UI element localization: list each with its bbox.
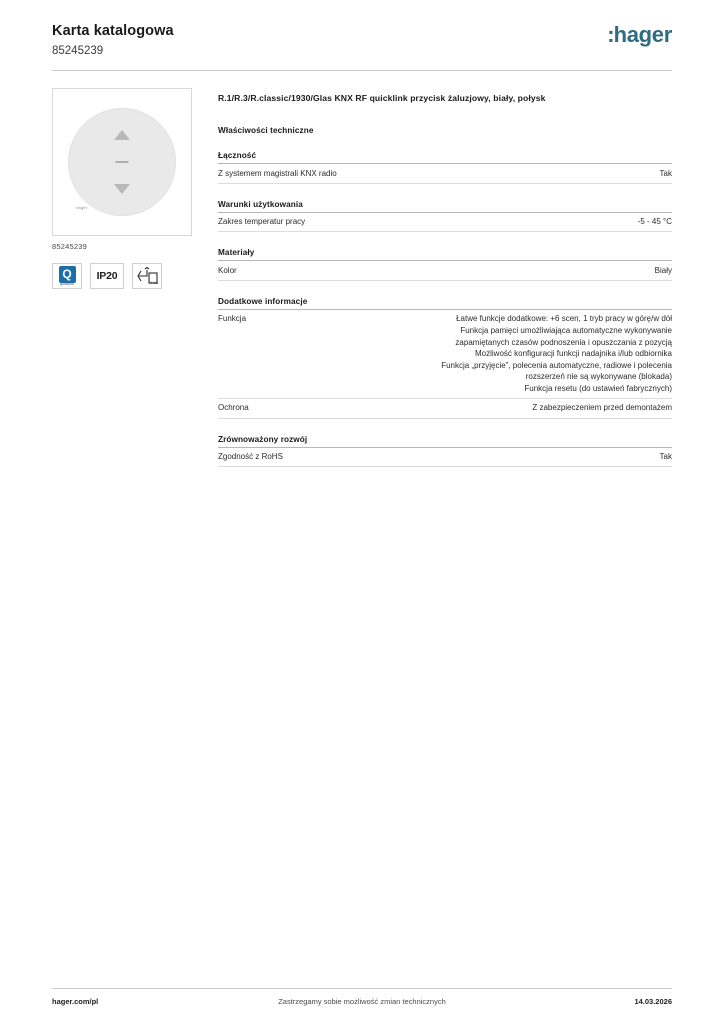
product-image	[52, 88, 192, 236]
header-divider	[52, 70, 672, 71]
spec-row	[218, 310, 672, 399]
quicklink-q-icon: Q	[59, 266, 76, 283]
spec-value-line: Możliwość konfiguracji funkcji nadajnika i/lub odbiornika	[475, 349, 672, 359]
quicklink-badge	[52, 263, 82, 289]
spec-label: Ochrona	[218, 403, 249, 413]
logo-colon: :	[607, 22, 614, 47]
spec-label: Kolor	[218, 265, 237, 275]
product-details-column	[218, 92, 672, 467]
spec-value	[319, 216, 672, 228]
arrow-down-icon	[114, 184, 130, 194]
spec-value-line: Funkcja resetu (do ustawień fabrycznych)	[524, 383, 672, 393]
footer-disclaimer: Zastrzegamy sobie możliwość zmian technicznych	[278, 997, 446, 1006]
ip-rating-badge	[90, 263, 124, 289]
spec-value-line: rozszerzeń nie są wykonywane (blokada)	[525, 372, 672, 382]
spec-row	[218, 213, 672, 233]
spec-group-title: Łączność	[218, 151, 672, 164]
spec-value-line: Tak	[659, 452, 672, 462]
spec-label: Zgodność z RoHS	[218, 452, 283, 462]
spec-value-line: Z zabezpieczeniem przed demontażem	[532, 403, 672, 413]
stop-bar-icon	[116, 161, 129, 163]
ip-rating-label: IP20	[96, 270, 118, 282]
quicklink-badge-sub: quicklink	[60, 282, 74, 286]
technical-properties-title: Właściwości techniczne	[218, 126, 314, 136]
spec-group	[218, 248, 672, 281]
spec-value	[351, 168, 672, 180]
product-image-caption: 85245239	[52, 242, 87, 251]
badge-row	[52, 263, 200, 289]
spec-group	[218, 151, 672, 184]
spec-value	[260, 313, 672, 394]
spec-label: Funkcja	[218, 314, 247, 324]
spec-row	[218, 448, 672, 468]
spec-row	[218, 164, 672, 184]
spec-group-title: Zrównoważony rozwój	[218, 435, 672, 448]
footer-divider	[52, 988, 672, 989]
document-reference: 85245239	[52, 44, 104, 57]
spec-value	[263, 402, 672, 414]
recycling-badge	[132, 263, 162, 289]
spec-value-line: Funkcja „przyjęcie”, polecenia automatyczne, radiowe i polecenia	[441, 360, 672, 370]
device-brand-label: hager	[76, 205, 88, 210]
device-illustration	[68, 108, 176, 216]
recycle-years-label: 2 lata	[150, 281, 158, 285]
page-title: Karta katalogowa	[52, 23, 174, 39]
spec-value	[297, 451, 672, 463]
footer-date: 14.03.2026	[634, 997, 672, 1006]
logo-text: hager	[613, 22, 672, 47]
spec-label: Zakres temperatur pracy	[218, 217, 306, 227]
header-titles	[52, 22, 174, 59]
hager-logo	[607, 24, 672, 46]
spec-value-line: Funkcja pamięci umożliwiająca automatyczne wykonywanie	[460, 325, 672, 335]
spec-group	[218, 200, 672, 233]
footer-website-link[interactable]: hager.com/pl	[52, 997, 99, 1006]
spec-row	[218, 399, 672, 419]
spec-group	[218, 297, 672, 419]
spec-group-title: Warunki użytkowania	[218, 200, 672, 213]
spec-value-line: zapamiętanych czasów podnoszenia i opuszczania z pozycją	[455, 337, 672, 347]
product-name: R.1/R.3/R.classic/1930/Glas KNX RF quicklink przycisk żaluzjowy, biały, połysk	[218, 93, 546, 103]
spec-group-title: Materiały	[218, 248, 672, 261]
recycle-icon	[136, 267, 158, 285]
spec-value-line: Łatwe funkcje dodatkowe: +6 scen, 1 tryb pracy w górę/w dół	[456, 314, 672, 324]
page-header	[52, 22, 672, 59]
spec-group	[218, 435, 672, 468]
spec-value-line: Tak	[659, 168, 672, 178]
spec-value	[251, 265, 672, 277]
spec-row	[218, 261, 672, 281]
spec-group-title: Dodatkowe informacje	[218, 297, 672, 310]
spec-value-line: Biały	[654, 265, 672, 275]
product-media-column	[52, 88, 200, 289]
spec-value-line: -5 - 45 °C	[637, 217, 672, 227]
page-footer	[52, 997, 672, 1006]
arrow-up-icon	[114, 130, 130, 140]
spec-label: Z systemem magistrali KNX radio	[218, 168, 337, 178]
